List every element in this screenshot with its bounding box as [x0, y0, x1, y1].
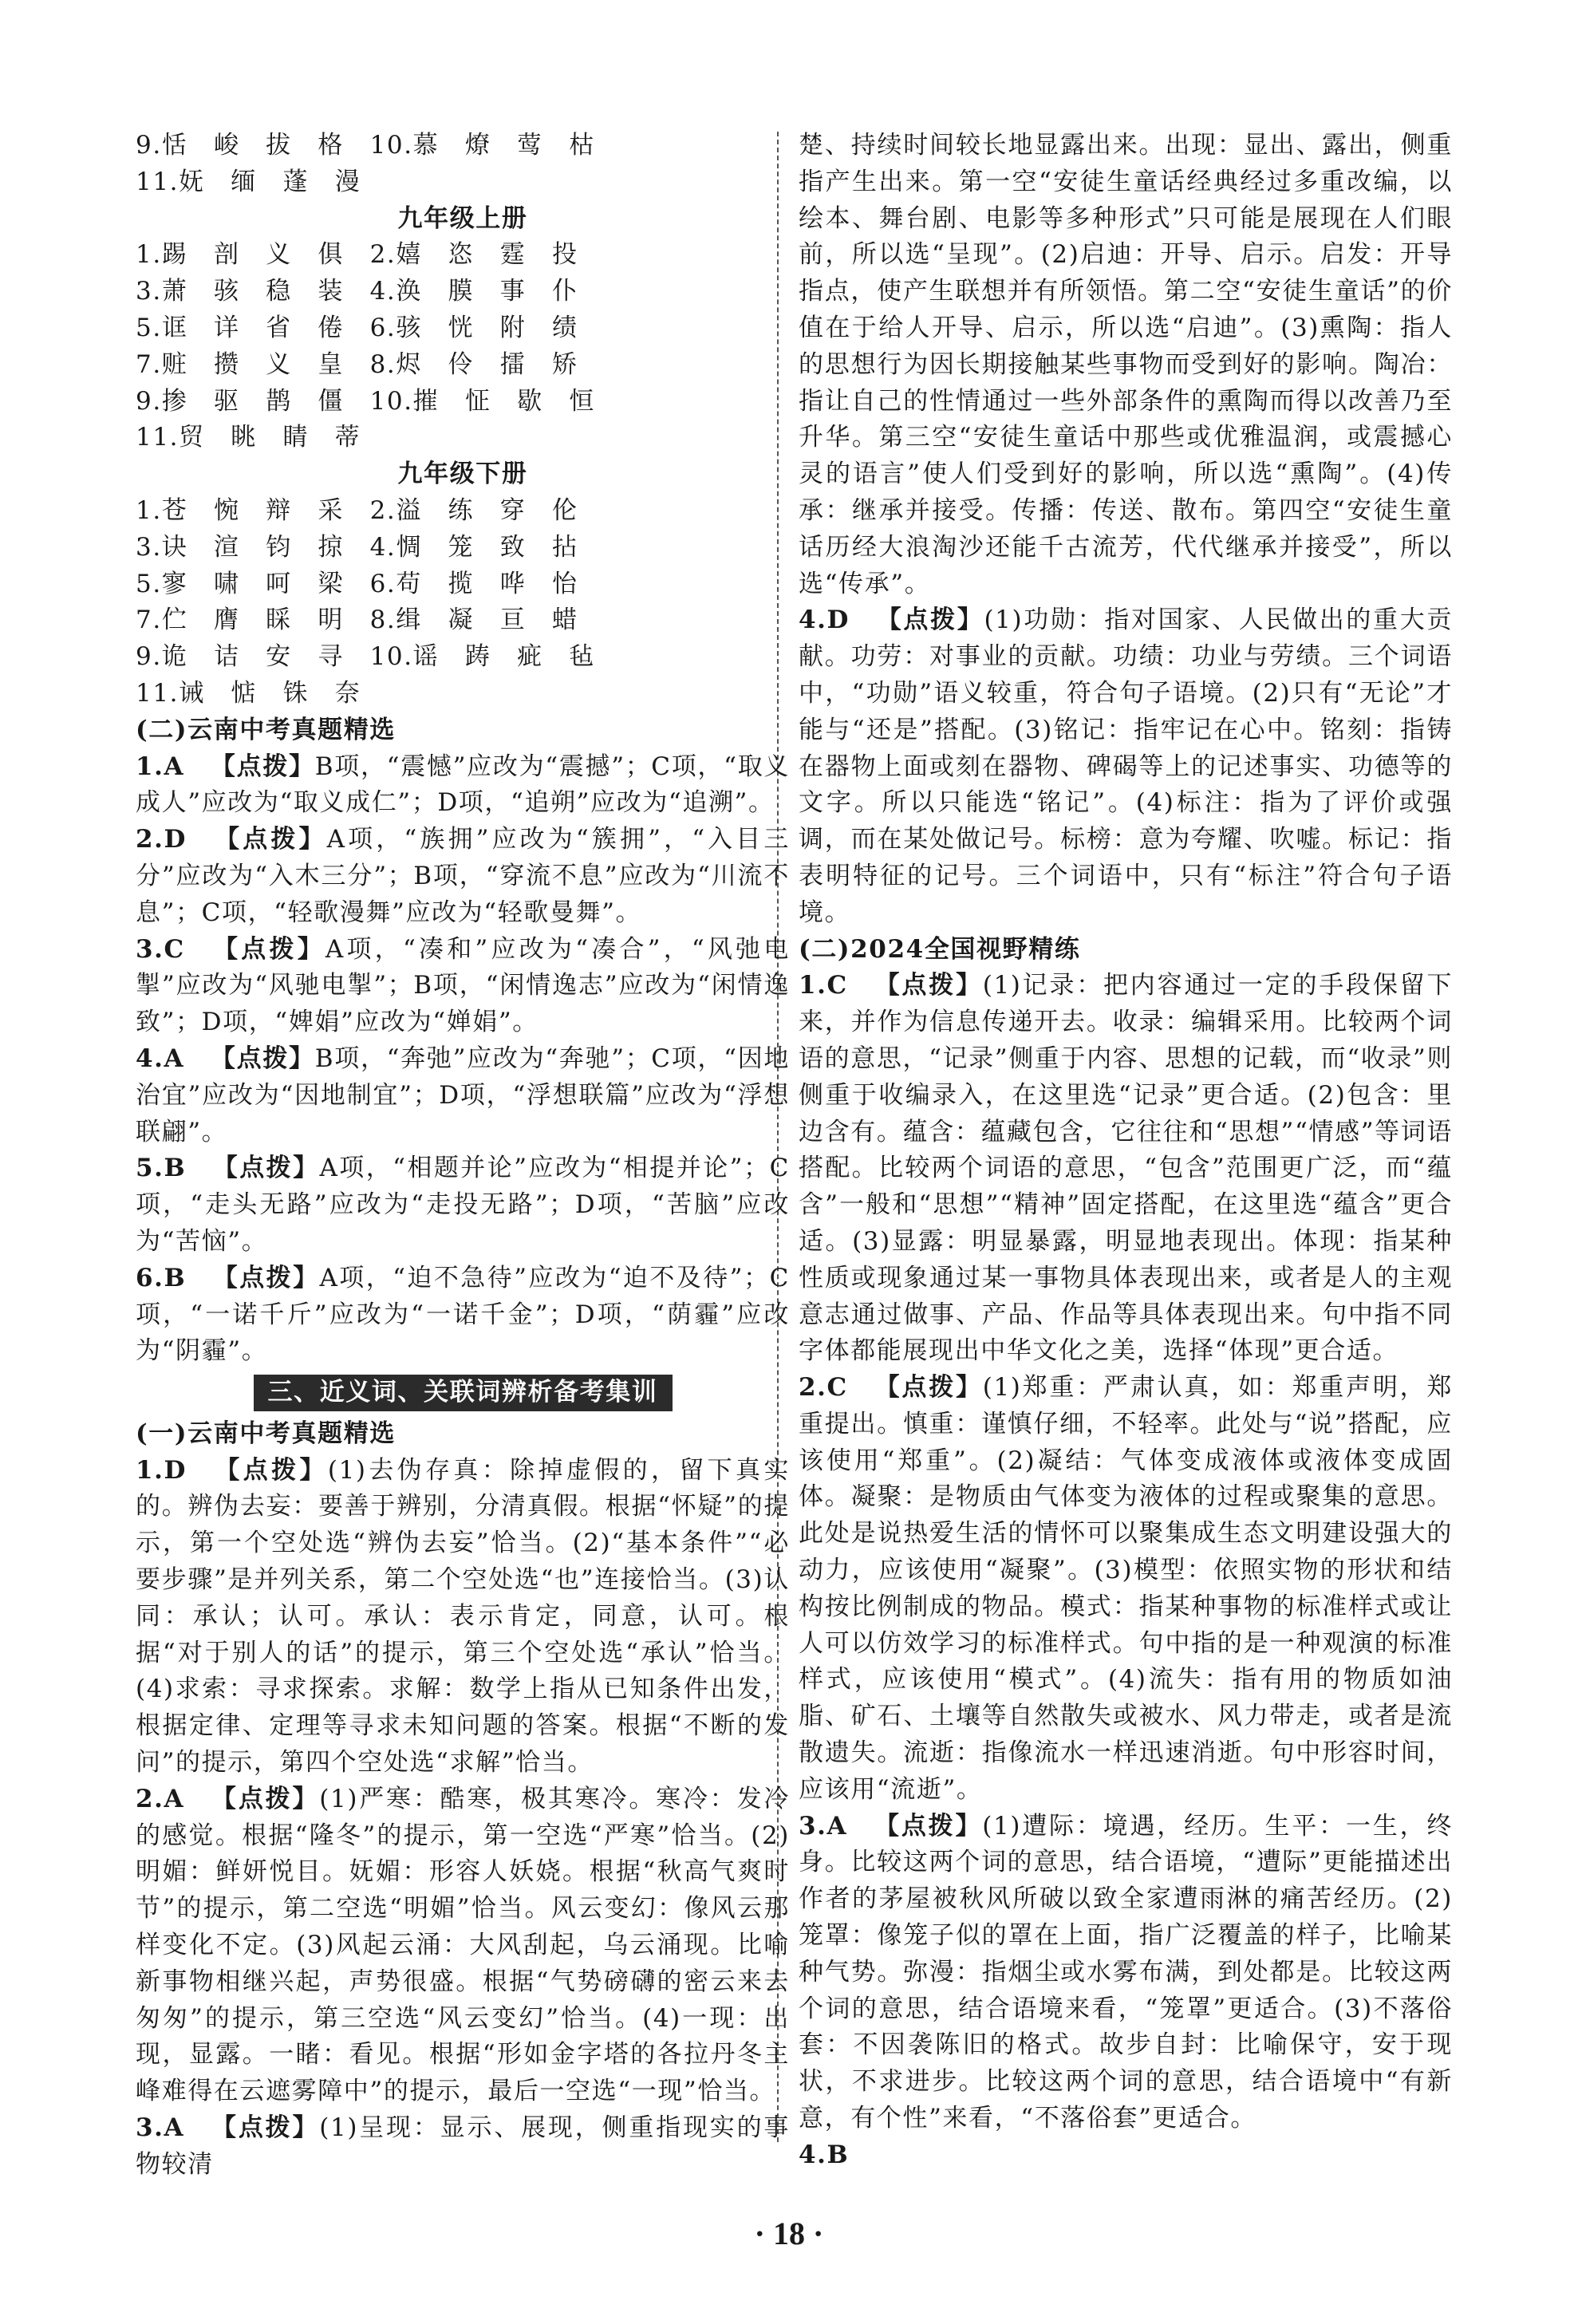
- word-line: 3.萧 骇 稳 装 4.涣 膜 事 仆: [136, 277, 578, 306]
- answer-text: (1)去伪存真：除掉虚假的，留下真实的。辨伪去妄：要善于辨别，分清真假。根据“怀疑”的提示，第一个空处选“辨伪去妄”恰当。(2)“基本条件”“必要步骤”是并列关系，第二个空处选“也”连接恰当。(3)认同：承认；认可。承认：表示肯定，同意，认可。根据“对于别人的话”的提示，第三个空处选“承认”恰当。(4)求索：寻求探索。求解：数学上指从已知条件出发，根据定律、定理等寻求未知问题的答案。根据“不断的发问”的提示，第四个空处选“求解”恰当。: [136, 1455, 790, 1778]
- page-number: · 18 ·: [754, 2215, 824, 2251]
- answer-text: A项，“相题并论”应改为“相提并论”；C项，“走头无路”应改为“走投无路”；D项，“苦脑”应改为“苦恼”。: [136, 1154, 790, 1256]
- answer-number: 3.C: [136, 934, 185, 964]
- hint-label: 【点拨】: [211, 934, 325, 964]
- answer-item: [799, 602, 1453, 931]
- right-column: [799, 128, 1453, 2174]
- answer-text: A项，“凑和”应改为“凑合”，“风弛电掣”应改为“风驰电掣”；B项，“闲情逸志”应改为“闲情逸致”；D项，“婢娟”应改为“婵娟”。: [136, 934, 790, 1037]
- hint-label: 【点拨】: [873, 1811, 983, 1841]
- answer-number: 1.C: [799, 971, 848, 1000]
- word-line: 9.诡 诘 安 寻 10.谣 踌 疵 毡: [136, 642, 595, 672]
- hint-label: 【点拨】: [210, 1784, 320, 1813]
- hint-label: 【点拨】: [211, 1263, 320, 1292]
- word-line: 3.诀 渲 钧 掠 4.惆 笼 致 拈: [136, 532, 578, 562]
- answer-item: [799, 1370, 1453, 1809]
- hint-label: 【点拨】: [874, 1373, 983, 1403]
- hint-label: 【点拨】: [210, 1044, 315, 1073]
- hint-label: 【点拨】: [211, 1154, 320, 1183]
- word-line: 9.恬 峻 拔 格 10.慕 燎 莺 枯: [136, 131, 595, 160]
- answer-number: 2.A: [136, 1784, 185, 1813]
- word-line: 11.贸 眺 睛 蒂: [136, 423, 361, 452]
- hint-label: 【点拨】: [210, 2113, 320, 2143]
- section3-banner: [136, 1375, 790, 1411]
- word-line: 1.苍 惋 辩 采 2.溢 练 穿 伦: [136, 495, 578, 525]
- answer-number: 3.A: [799, 1811, 848, 1841]
- section3-banner-label: 三、近义词、关联词辨析备考集训: [254, 1375, 673, 1411]
- answer-number: 4.B: [799, 2140, 850, 2169]
- answer-text: (1)功勋：指对国家、人民做出的重大贡献。功劳：对事业的贡献。功绩：功业与劳绩。三个词语中，“功勋”语义较重，符合句子语境。(2)只有“无论”才能与“还是”搭配。(3)铭记：指牢记在心中。铭刻：指铸在器物上面或刻在器物、碑碣等上的记述事实、功德等的文字。所以只能选“铭记”。(4)标注：指为了评价或强调，而在某处做记号。标榜：意为夸耀、吹嘘。标记：指表明特征的记号。三个词语中，只有“标注”符合句子语境。: [799, 606, 1454, 927]
- answer-text: B项，“奔弛”应改为“奔驰”；C项，“因地治宜”应改为“因地制宜”；D项，“浮想联篇”应改为“浮想联翩”。: [136, 1044, 791, 1146]
- answer-item: [136, 1261, 790, 1370]
- answer-text: A项，“族拥”应改为“簇拥”，“入目三分”应改为“入木三分”；B项，“穿流不息”应改为“川流不息”；C项，“轻歌漫舞”应改为“轻歌曼舞”。: [136, 825, 791, 927]
- word-line: 5.寥 啸 呵 梁 6.苟 揽 哗 怡: [136, 569, 578, 598]
- answer-item: [136, 932, 790, 1041]
- hint-label: 【点拨】: [212, 825, 327, 854]
- word-line: 7.赃 攒 义 皇 8.烬 伶 擂 矫: [136, 349, 578, 379]
- word-line: 9.掺 驱 鹊 僵 10.摧 怔 歇 恒: [136, 386, 595, 416]
- answer-text: (1)记录：把内容通过一定的手段保留下来，并作为信息传递开去。收录：编辑采用。比较两个词语的意思，“记录”侧重于内容、思想的记载，而“收录”则侧重于收编录入，在这里选“记录”更合适。(2)包含：里边含有。蕴含：蕴藏包含，它往往和“思想”“情感”等词语搭配。比较两个词语的意思，“包含”范围更广泛，而“蕴含”一般和“思想”“精神”固定搭配，在这里选“蕴含”更合适。(3)显露：明显暴露，明显地表现出。体现：指某种性质或现象通过某一事物具体表现出来，或者是人的主观意志通过做事、产品、作品等具体表现出来。句中指不同字体都能展现出中华文化之美，选择“体现”更合适。: [799, 971, 1453, 1366]
- answer-number: 4.A: [136, 1044, 185, 1073]
- answer-item: [136, 749, 790, 823]
- hint-label: 【点拨】: [875, 606, 984, 635]
- answer-text: (1)郑重：严肃认真，如：郑重声明，郑重提出。慎重：谨慎仔细，不轻率。此处与“说”搭配，应该使用“郑重”。(2)凝结：气体变成液体或液体变成固体。凝聚：是物质由气体变为液体的过程或聚集的意思。此处是说热爱生活的情怀可以聚集成生态文明建设强大的动力，应该使用“凝聚”。(3)模型：依照实物的形状和结构按比例制成的物品。模式：指某种事物的标准样式或让人可以仿效学习的标准样式。句中指的是一种观演的标准样式，应该使用“模式”。(4)流失：指有用的物质如油脂、矿石、土壤等自然散失或被水、风力带走，或者是流散遗失。流逝：指像流水一样迅速消逝。句中形容时间，应该用“流逝”。: [799, 1373, 1453, 1804]
- answer-text: A项，“迫不急待”应改为“迫不及待”；C项，“一诺千斤”应改为“一诺千金”；D项，“荫霾”应改为“阴霾”。: [136, 1263, 790, 1366]
- word-line: 11.诫 惦 铢 奈: [136, 678, 361, 708]
- answer-item: [136, 1150, 790, 1260]
- answer-text: (1)遭际：境遇，经历。生平：一生，终身。比较这两个词的意思，结合语境，“遭际”更能描述出作者的茅屋被秋风所破以致全家遭雨淋的痛苦经历。(2)笼罩：像笼子似的罩在上面，指广泛覆盖的样子，比喻某种气势。弥漫：指烟尘或水雾布满，到处都是。比较这两个词的意思，结合语境来看，“笼罩”更适合。(3)不落俗套：不因袭陈旧的格式。故步自封：比喻保守，安于现状，不求进步。比较这两个词的意思，结合语境中“有新意，有个性”来看，“不落俗套”更适合。: [799, 1811, 1453, 2133]
- yunnan-section-title: (二)云南中考真题精选: [136, 715, 396, 744]
- grade9-upper-title: 九年级上册: [397, 203, 528, 233]
- answer-number: 2.D: [136, 825, 187, 854]
- hint-label: 【点拨】: [874, 971, 983, 1000]
- answer-item: [799, 1809, 1453, 2137]
- answer-text: (1)呈现：显示、展现，侧重指现实的事物较清: [136, 2113, 790, 2179]
- answer-text: (1)严寒：酷寒，极其寒冷。寒冷：发冷的感觉。根据“隆冬”的提示，第一空选“严寒”恰当。(2)明媚：鲜妍悦目。妩媚：形容人妖娆。根据“秋高气爽时节”的提示，第二空选“明媚”恰当。风云变幻：像风云那样变化不定。(3)风起云涌：大风刮起，乌云涌现。比喻新事物相继兴起，声势很盛。根据“气势磅礴的密云来去匆匆”的提示，第三空选“风云变幻”恰当。(4)一现：出现，显露。一睹：看见。根据“形如金字塔的各拉丹冬主峰难得在云遮雾障中”的提示，最后一空选“一现”恰当。: [136, 1784, 790, 2106]
- left-column: [136, 128, 790, 2184]
- answer-number: 1.D: [136, 1455, 187, 1485]
- answer-item: [136, 1781, 790, 2110]
- answer-item: [136, 2110, 790, 2184]
- answer-number: 5.B: [136, 1154, 187, 1183]
- answer-number: 3.A: [136, 2113, 185, 2143]
- section3-subtitle: (一)云南中考真题精选: [136, 1418, 396, 1448]
- answer-item: [136, 1041, 790, 1150]
- answer-number: 1.A: [136, 752, 185, 781]
- answer-number: 2.C: [799, 1373, 848, 1403]
- continued-text: 楚、持续时间较长地显露出来。出现：显出、露出，侧重指产生出来。第一空“安徒生童话经典经过多重改编，以绘本、舞台剧、电影等多种形式”只可能是展现在人们眼前，所以选“呈现”。(2)启迪：开导、启示。启发：开导指点，使产生联想并有所领悟。第二空“安徒生童话”的价值在于给人开导、启示，所以选“启迪”。(3)熏陶：指人的思想行为因长期接触某些事物而受到好的影响。陶冶：指让自己的性情通过一些外部条件的熏陶而得以改善乃至升华。第三空“安徒生童话中那些或优雅温润，或震撼心灵的语言”使人们受到好的影响，所以选“熏陶”。(4)传承：继承并接受。传播：传送、散布。第四空“安徒生童话历经大浪淘沙还能千古流芳，代代继承并接受”，所以选“传承”。: [799, 131, 1453, 598]
- answer-number: 6.B: [136, 1263, 187, 1292]
- answer-item: [799, 968, 1453, 1370]
- word-line: 7.伫 膺 睬 明 8.缉 凝 亘 蜡: [136, 606, 578, 635]
- answer-item: [136, 822, 790, 931]
- word-line: 11.妩 缅 蓬 漫: [136, 167, 361, 196]
- answer-item: [136, 1453, 790, 1781]
- answer-item: [799, 2137, 1453, 2174]
- word-line: 1.踢 剖 义 俱 2.嬉 恣 霆 投: [136, 240, 578, 270]
- national-section-title: (二)2024全国视野精练: [799, 934, 1081, 964]
- hint-label: 【点拨】: [210, 752, 315, 781]
- word-line: 5.诓 详 省 倦 6.骇 恍 附 绩: [136, 313, 578, 342]
- grade9-lower-title: 九年级下册: [397, 460, 528, 489]
- answer-number: 4.D: [799, 606, 850, 635]
- hint-label: 【点拨】: [212, 1455, 328, 1485]
- answer-text: B项，“震憾”应改为“震撼”；C项，“取义成人”应改为“取义成仁”；D项，“追朔”应改为“追溯”。: [136, 752, 791, 818]
